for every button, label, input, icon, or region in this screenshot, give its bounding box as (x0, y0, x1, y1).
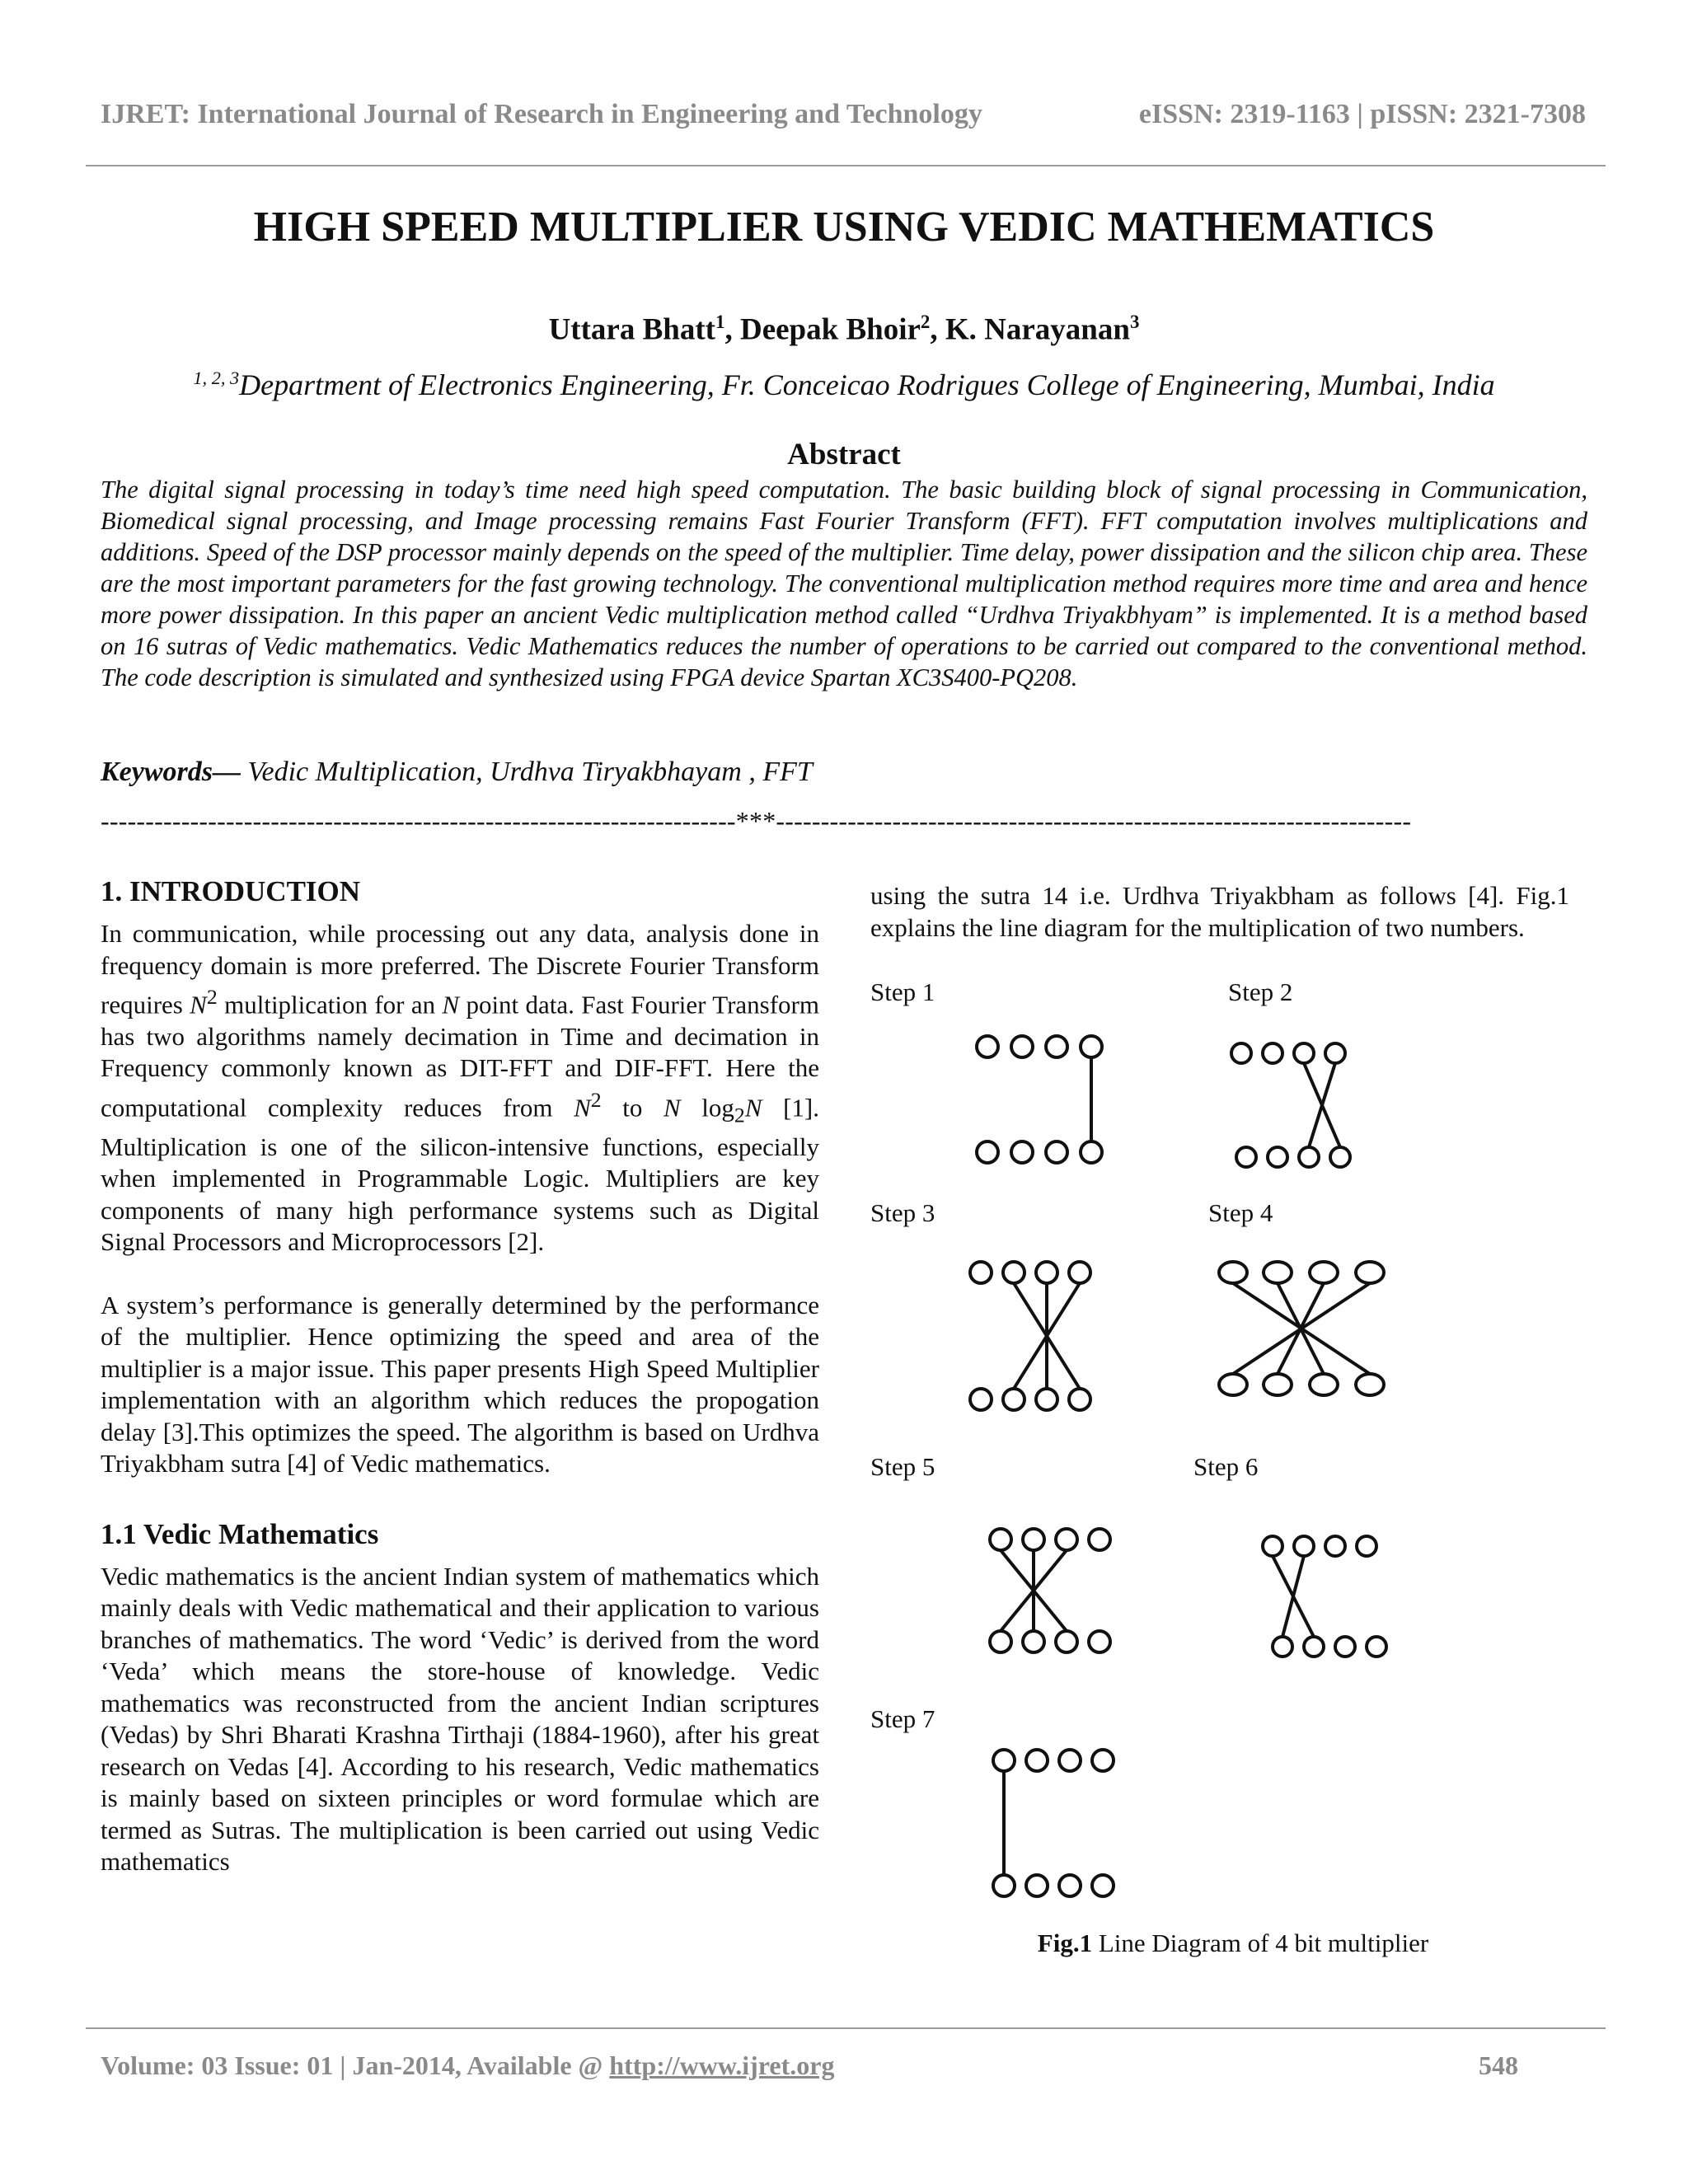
intro-heading: 1. INTRODUCTION (101, 875, 361, 907)
math-sub: 2 (734, 1103, 745, 1127)
intro-paragraph-2: A system’s performance is generally determined by the performance of the multiplier. Hence optimizing the speed and area of the multiplier is a major issue. This paper presents High Speed Multiplier implementation with an algorithm which reduces the propogation delay [3].This optimizes the speed. The algorithm is based on Urdhva Triyakbham sutra [4] of Vedic mathematics. (101, 1290, 819, 1479)
figure-caption (870, 1929, 1596, 1958)
step-label: Step 4 (1208, 1198, 1273, 1227)
issn-text: eISSN: 2319-1163 | pISSN: 2321-7308 (1138, 99, 1586, 129)
page-number: 548 (1479, 2050, 1518, 2080)
step-label: Step 3 (870, 1198, 935, 1227)
figure-caption-label: Fig.1 (1037, 1929, 1093, 1957)
author-name: Deepak Bhoir (739, 312, 921, 347)
author-name: K. Narayanan (945, 312, 1130, 347)
text-run: [1]. Multiplication is one of the silicon-intensive functions, especially when implemented in Programmable Logic. Multipliers are key components of many high performance systems such as Digital Signal Processors and Microprocessors [2]. (101, 1093, 819, 1257)
step-6-diagram (1263, 1536, 1386, 1657)
step-3-diagram (970, 1262, 1090, 1410)
right-column (870, 880, 1569, 944)
step-7-diagram (993, 1750, 1114, 1896)
section-divider: -----------------------------------------------------------------------***----------------------------------------------------------------------- (101, 806, 1412, 836)
affiliation-text: Department of Electronics Engineering, Fr. Conceicao Rodrigues College of Engineering, Mumbai, India (239, 368, 1495, 401)
text-run: to (601, 1093, 663, 1122)
text-run: log (680, 1093, 734, 1122)
math-var: N (744, 1093, 762, 1122)
step-1-diagram (977, 1036, 1102, 1163)
author-sep: , (930, 312, 945, 347)
step-label: Step 7 (870, 1704, 935, 1733)
figure-caption-text: Line Diagram of 4 bit multiplier (1092, 1929, 1429, 1957)
vedic-paragraph: Vedic mathematics is the ancient Indian system of mathematics which mainly deals with Vedic mathematical and their application to various branches of mathematics. The word ‘Vedic’ is derived from the word ‘Veda’ which means the store-house of knowledge. Vedic mathematics was reconstructed from the ancient Indian scriptures (Vedas) by Shri Bharati Krashna Tirthaji (1884-1960), after his great research on Vedas [4]. According to his research, Vedic mathematics is mainly based on sixteen principles or word formulae which are termed as Sutras. The multiplication is been carried out using Vedic mathematics (101, 1561, 819, 1877)
running-header (101, 99, 1601, 130)
text-run: In communication, while processing out any data, analysis done in frequency domain is more preferred. The Discrete Fourier Transform requires (101, 919, 819, 1019)
math-var: N (442, 990, 460, 1019)
math-sup: 2 (590, 1087, 602, 1112)
figure-line-diagram (865, 963, 1574, 1943)
math-var: N (574, 1093, 591, 1122)
text-run: point data. Fast Fourier Transform has two algorithms namely decimation in Time and decimation in Frequency commonly known as DIT-FFT and DIF-FFT. Here the computational complexity reduces from (101, 990, 819, 1122)
author-sup: 3 (1129, 312, 1140, 332)
author-sup: 1 (715, 312, 725, 332)
journal-link[interactable]: http://www.ijret.org (609, 2050, 835, 2080)
footer-rule (86, 2027, 1606, 2029)
math-var: N (663, 1093, 681, 1122)
journal-name: IJRET: International Journal of Research in Engineering and Technology (101, 99, 982, 129)
author-sep: , (724, 312, 740, 347)
footer-text: Volume: 03 Issue: 01 | Jan-2014, Available @ (101, 2050, 610, 2080)
step-4-diagram (1219, 1262, 1384, 1395)
running-footer (101, 2050, 1518, 2081)
affiliation-sup: 1, 2, 3 (193, 368, 240, 388)
author-sup: 2 (920, 312, 931, 332)
abstract-heading: Abstract (787, 438, 901, 471)
line-diagram-svg (865, 963, 1574, 1943)
step-2-diagram (1231, 1043, 1350, 1167)
abstract-text: The digital signal processing in today’s time need high speed computation. The basic building block of signal processing in Communication, Biomedical signal processing, and Image processing remains Fast Fourier Transform (FFT). FFT computation involves multiplications and additions. Speed of the DSP processor mainly depends on the speed of the multiplier. Time delay, power dissipation and the silicon chip area. These are the most important parameters for the fast growing technology. The conventional multiplication method requires more time and area and hence more power dissipation. In this paper an ancient Vedic multiplication method called “Urdhva Triyakbhyam” is implemented. It is a method based on 16 sutras of Vedic mathematics. Vedic Mathematics reduces the number of operations to be carried out compared to the conventional method. The code description is simulated and synthesized using FPGA device Spartan XC3S400-PQ208. (101, 476, 1587, 691)
math-var: N (190, 990, 207, 1019)
intro-paragraph-1 (101, 918, 819, 1258)
author-name: Uttara Bhatt (548, 312, 715, 347)
keywords (101, 757, 1587, 788)
step-5-diagram (990, 1529, 1110, 1652)
paper-title: HIGH SPEED MULTIPLIER USING VEDIC MATHEMATICS (253, 204, 1435, 251)
header-rule (86, 165, 1606, 166)
step-label: Step 5 (870, 1452, 935, 1481)
step-label: Step 1 (870, 977, 935, 1006)
text-run: multiplication for an (217, 990, 443, 1019)
right-paragraph: using the sutra 14 i.e. Urdhva Triyakbham as follows [4]. Fig.1 explains the line diagram for the multiplication of two numbers. (870, 881, 1569, 942)
math-sup: 2 (206, 985, 218, 1009)
step-label: Step 6 (1193, 1452, 1259, 1481)
keywords-label: Keywords— (101, 757, 241, 787)
affiliation (0, 368, 1688, 402)
author-list (0, 312, 1688, 347)
vedic-heading: 1.1 Vedic Mathematics (101, 1517, 379, 1550)
step-label: Step 2 (1228, 977, 1293, 1006)
left-column (101, 874, 819, 1878)
keywords-text: Vedic Multiplication, Urdhva Tiryakbhayam , FFT (241, 757, 813, 787)
